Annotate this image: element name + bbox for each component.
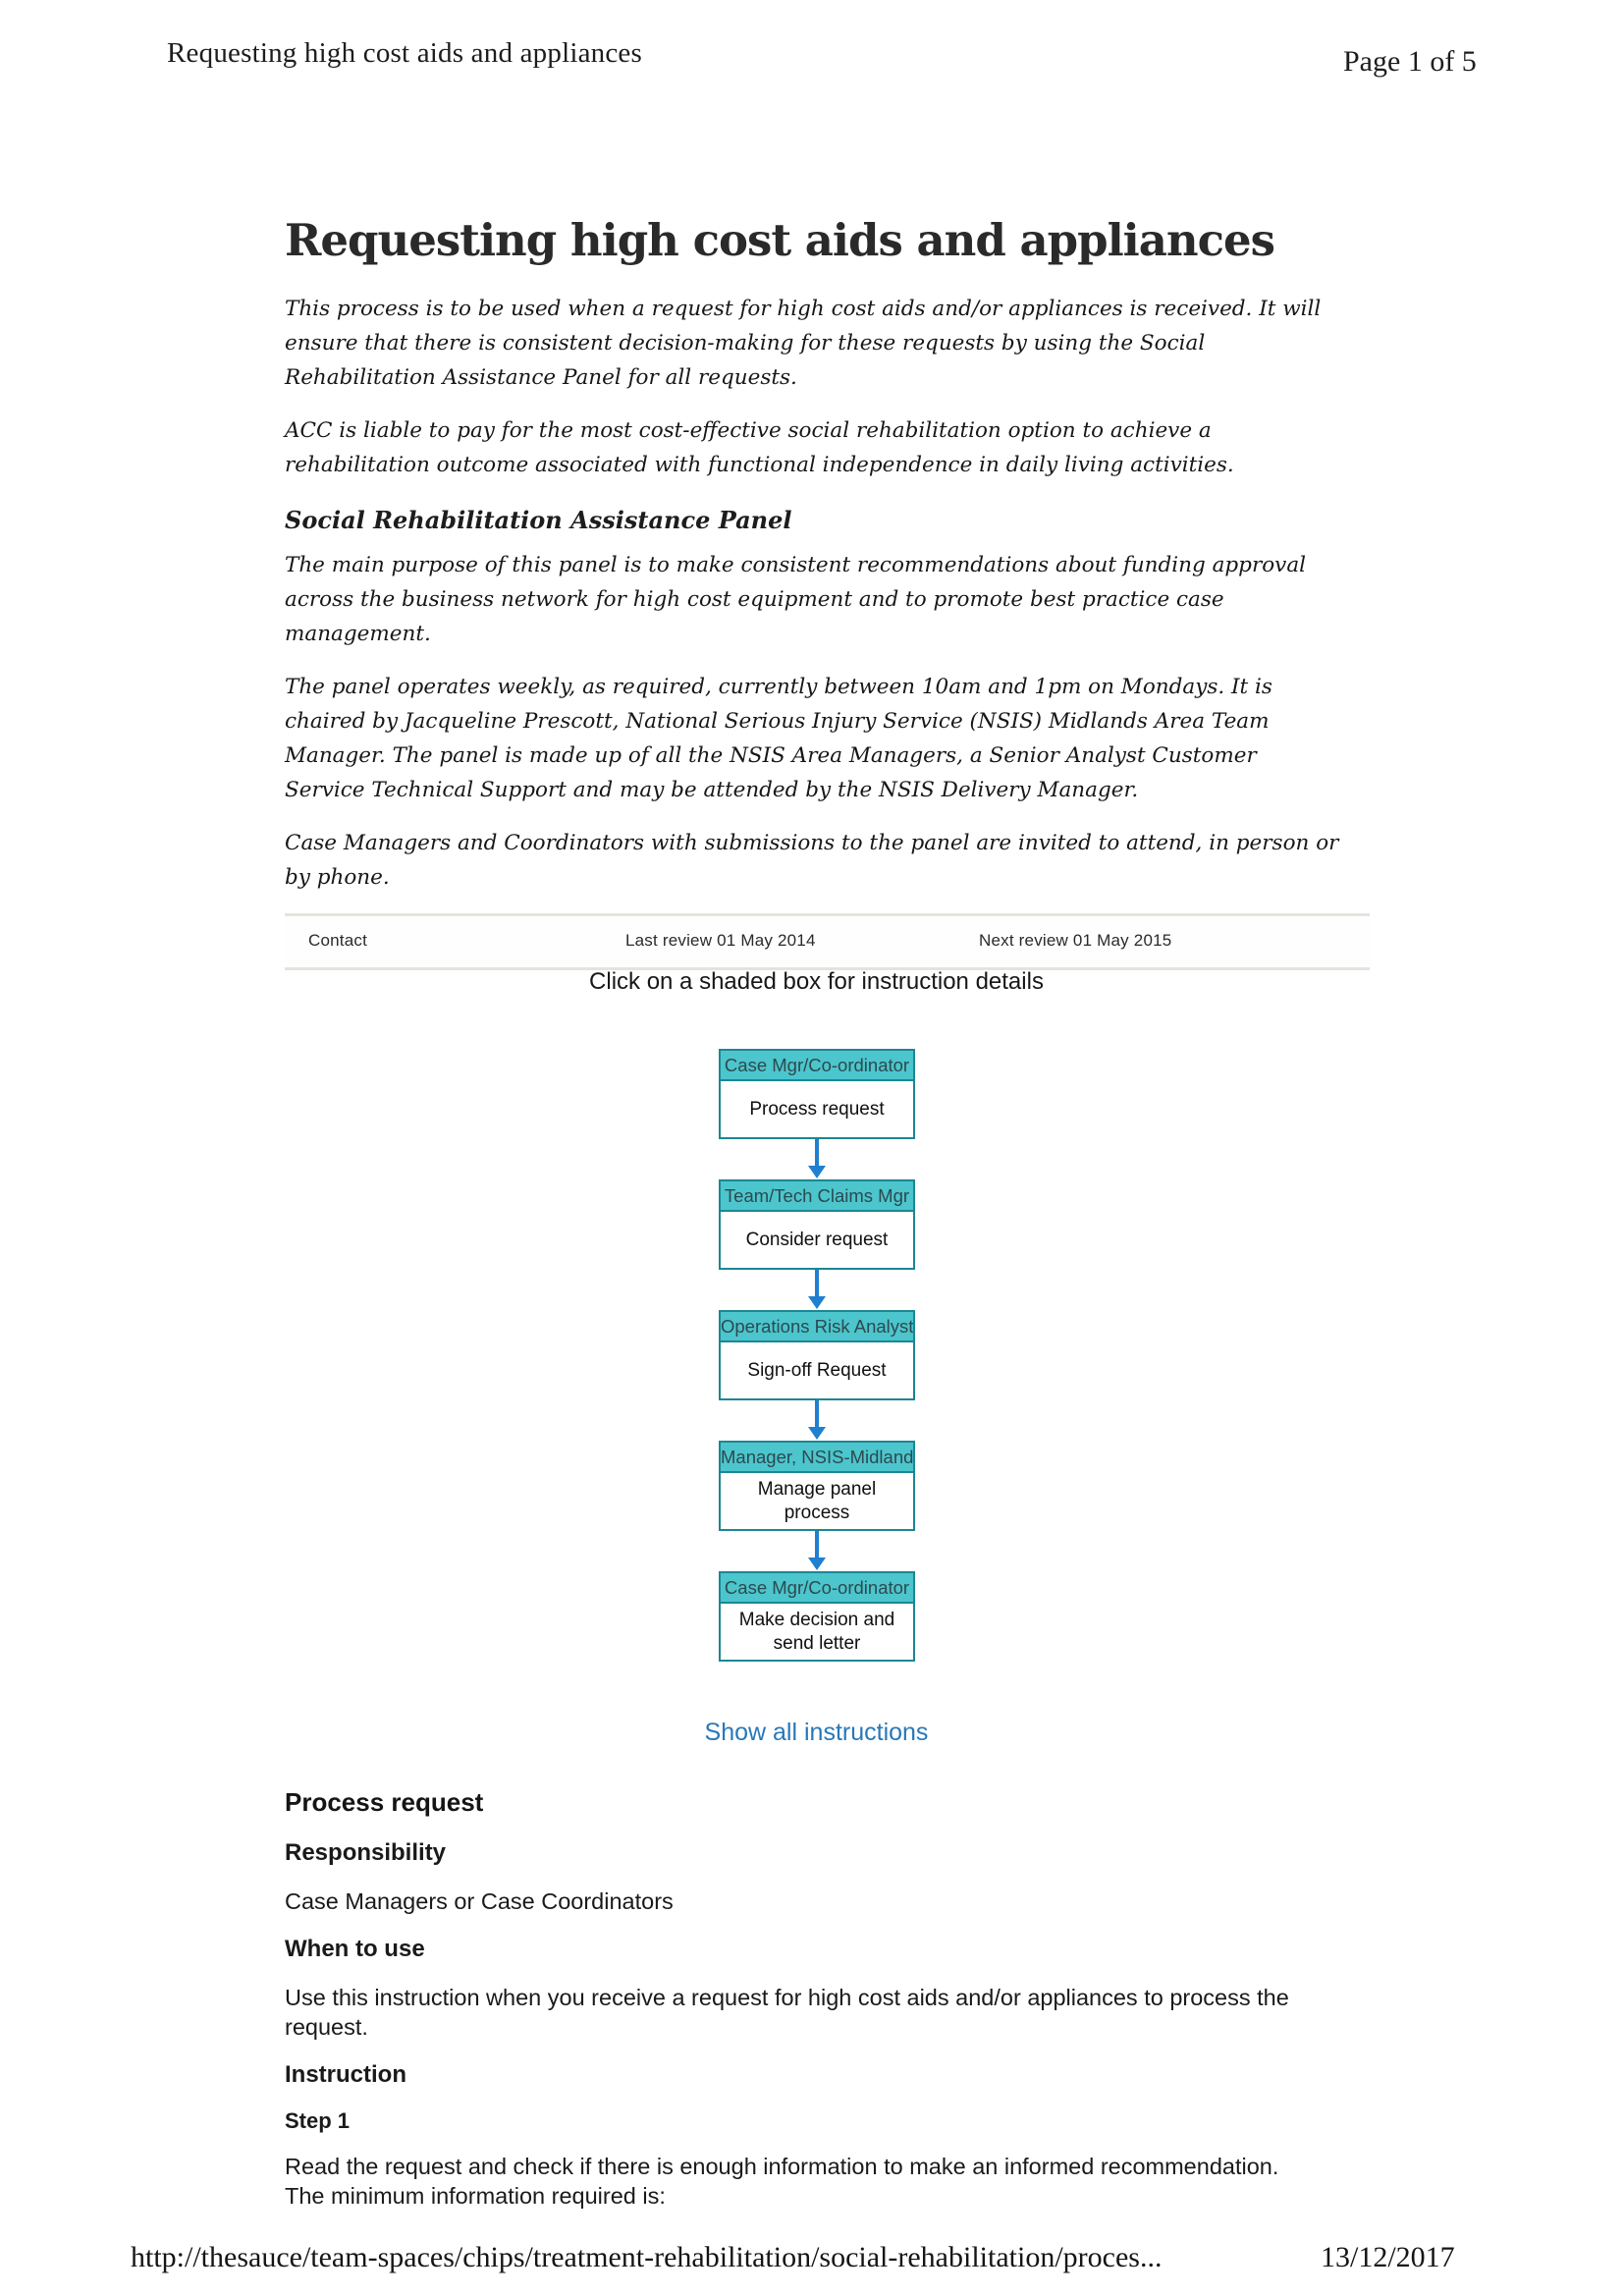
contact-label: Contact	[308, 931, 367, 950]
instructions-section	[285, 1787, 1343, 2230]
responsibility-heading: Responsibility	[285, 1839, 447, 1866]
print-footer-url: http://thesauce/team-spaces/chips/treatment-rehabilitation/social-rehabilitation/proces...	[131, 2241, 1163, 2273]
section-paragraph-3: Case Managers and Coordinators with submissions to the panel are invited to attend, in person or by phone.	[285, 831, 1339, 890]
instruction-heading: Instruction	[285, 2061, 406, 2088]
print-header-page-indicator: Page 1 of 5	[1343, 45, 1477, 78]
down-arrow-icon	[719, 1400, 915, 1441]
when-to-use-text: Use this instruction when you receive a request for high cost aids and/or appliances to process the request.	[285, 1985, 1289, 2040]
step-1-text: Read the request and check if there is enough information to make an informed recommendation. The minimum information required is:	[285, 2154, 1279, 2209]
flowchart-caption: Click on a shaded box for instruction details	[589, 968, 1044, 995]
intro-paragraph-1: This process is to be used when a request for high cost aids and/or appliances is received. It will ensure that there is consistent decision-making for these requests by using the Social Rehabilitation Assistance Panel for all requests.	[285, 297, 1322, 390]
down-arrow-icon	[719, 1139, 915, 1179]
last-review-label: Last review 01 May 2014	[625, 931, 816, 950]
down-arrow-icon	[719, 1531, 915, 1571]
flow-step-action: Process request	[749, 1098, 885, 1120]
section-heading: Social Rehabilitation Assistance Panel	[285, 506, 792, 534]
show-all-instructions-wrap	[0, 1719, 1623, 1747]
flow-step-role: Team/Tech Claims Mgr	[721, 1181, 913, 1212]
flow-step-role: Case Mgr/Co-ordinator	[721, 1573, 913, 1604]
section-paragraph-1: The main purpose of this panel is to make consistent recommendations about funding approval across the business network for high cost equipment and to promote best practice case management.	[285, 553, 1307, 646]
flow-step-consider-request[interactable]	[719, 1179, 915, 1270]
flow-step-action: Make decision and send letter	[738, 1609, 895, 1654]
flow-step-role: Operations Risk Analyst	[721, 1312, 913, 1342]
print-header-title: Requesting high cost aids and appliances	[167, 37, 642, 69]
article	[285, 214, 1343, 970]
flow-step-role: Manager, NSIS-Midland	[721, 1443, 913, 1473]
page-title: Requesting high cost aids and appliances	[285, 214, 1275, 266]
step-1-heading: Step 1	[285, 2108, 351, 2133]
section-paragraph-2: The panel operates weekly, as required, currently between 10am and 1pm on Mondays. It is chaired by Jacqueline Prescott, National Serious Injury Service (NSIS) Midlands Area Team Manager. The panel is made up of all the NSIS Area Managers, a Senior Analyst Customer Service Technical Support and may be attended by the NSIS Delivery Manager.	[285, 675, 1272, 802]
responsibility-text: Case Managers or Case Coordinators	[285, 1888, 674, 1914]
flow-step-make-decision[interactable]	[719, 1571, 915, 1662]
intro-paragraph-2: ACC is liable to pay for the most cost-effective social rehabilitation option to achieve a rehabilitation outcome associated with functional independence in daily living activities.	[285, 418, 1234, 477]
flow-step-manage-panel-process[interactable]	[719, 1441, 915, 1531]
flow-step-process-request[interactable]	[719, 1049, 915, 1139]
print-footer-date: 13/12/2017	[1321, 2241, 1455, 2273]
flow-step-role: Case Mgr/Co-ordinator	[721, 1051, 913, 1081]
review-meta-bar	[285, 913, 1370, 970]
show-all-instructions-link[interactable]: Show all instructions	[704, 1719, 929, 1746]
process-flowchart	[719, 1049, 915, 1662]
instructions-title: Process request	[285, 1787, 484, 1817]
flow-step-action: Sign-off Request	[747, 1359, 887, 1381]
flow-step-sign-off-request[interactable]	[719, 1310, 915, 1400]
flow-step-action: Consider request	[745, 1229, 889, 1250]
down-arrow-icon	[719, 1270, 915, 1310]
flow-step-action: Manage panel process	[757, 1478, 877, 1523]
when-to-use-heading: When to use	[285, 1936, 425, 1962]
next-review-label: Next review 01 May 2015	[979, 931, 1172, 950]
